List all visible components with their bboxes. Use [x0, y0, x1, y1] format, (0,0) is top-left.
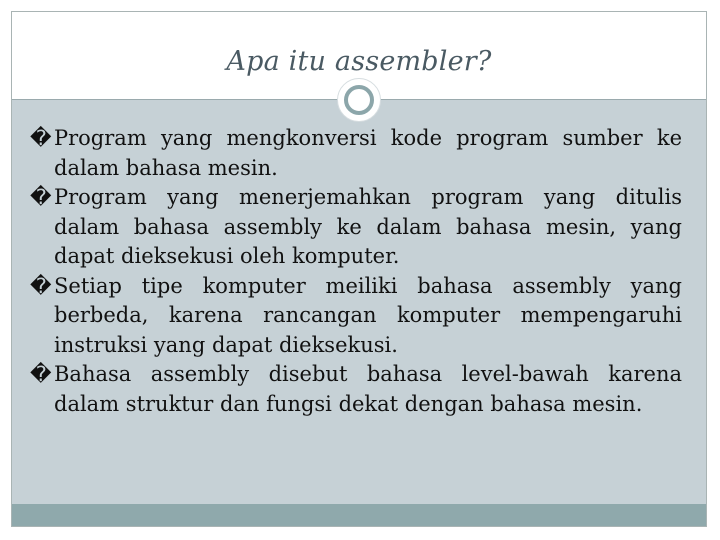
- bullet-text: Setiap tipe komputer meiliki bahasa assembly yang berbeda, karena rancangan komputer mempengaruhi instruksi yang dapat dieksekusi.: [54, 273, 682, 357]
- bullet-item: [30, 124, 682, 183]
- bullet-marker-icon: �: [30, 185, 52, 209]
- bullet-marker-icon: �: [30, 273, 52, 298]
- bottom-band: [12, 504, 706, 526]
- bullet-text: Program yang mengkonversi kode program sumber ke dalam bahasa mesin.: [54, 126, 682, 180]
- bullet-marker-icon: �: [30, 362, 52, 386]
- bullet-item: [30, 360, 682, 419]
- bullet-item: [30, 183, 682, 272]
- bullet-list: [30, 124, 682, 419]
- slide-title: Apa itu assembler?: [226, 46, 492, 77]
- bullet-text: Program yang menerjemahkan program yang ditulis dalam bahasa assembly ke dalam bahasa mesin, yang dapat dieksekusi oleh komputer.: [54, 185, 682, 268]
- bullet-item: [30, 272, 682, 361]
- circle-ornament-ring: [344, 85, 374, 115]
- bullet-text: Bahasa assembly disebut bahasa level-bawah karena dalam struktur dan fungsi dekat dengan bahasa mesin.: [54, 362, 682, 416]
- bullet-marker-icon: �: [30, 126, 52, 150]
- circle-ornament-icon: [337, 78, 381, 122]
